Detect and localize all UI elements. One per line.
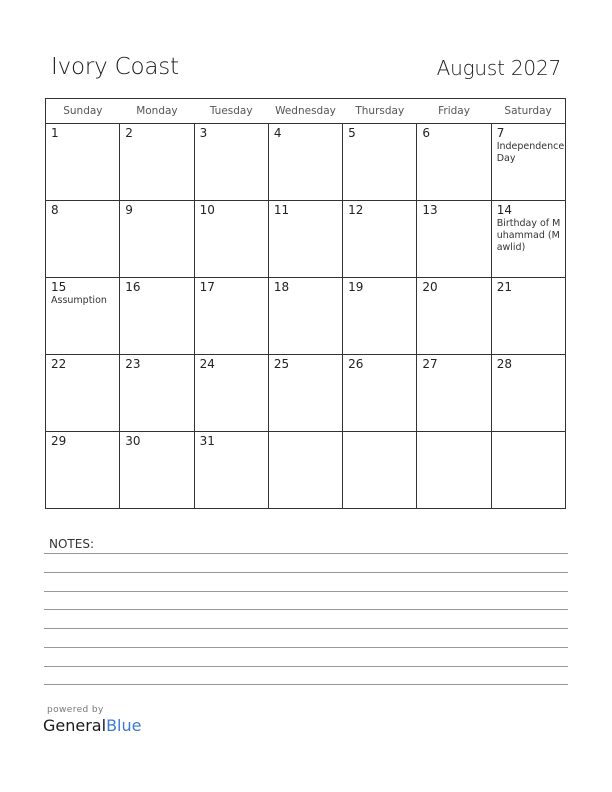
weekday-thursday: Thursday [343,99,417,124]
day-number: 11 [273,203,290,217]
day-number: 9 [125,203,133,217]
day-cell [46,432,120,509]
note-line [44,553,568,554]
note-line [44,609,568,610]
weekday-friday: Friday [417,99,491,124]
day-cell [417,201,491,278]
empty-day-cell [417,432,491,509]
day-number: 28 [496,357,512,371]
holiday-label: Assumption [51,295,107,306]
day-cell [491,355,565,432]
note-line [44,647,568,648]
note-line [44,684,568,685]
day-number: 6 [422,126,431,140]
day-number: 20 [422,280,438,294]
note-line [44,628,568,629]
calendar-grid [45,98,566,509]
weekday-header-row [46,99,566,124]
day-number: 17 [199,280,215,294]
day-cell [343,201,417,278]
day-cell [417,124,491,201]
weekday-tuesday: Tuesday [194,99,268,124]
day-cell [491,124,565,201]
day-cell [194,278,268,355]
day-cell [46,278,120,355]
day-cell [491,278,565,355]
day-cell [120,355,194,432]
day-number: 10 [199,203,215,217]
day-number: 3 [199,126,208,140]
weekday-sunday: Sunday [46,99,120,124]
day-number: 1 [51,126,59,140]
holiday-label: Birthday of Muhammad (Mawlid) [496,218,561,253]
day-cell [46,124,120,201]
day-cell [268,201,342,278]
holiday-label: Independence Day [496,141,565,164]
day-number: 30 [125,434,141,448]
day-number: 18 [273,280,290,294]
day-number: 29 [51,434,67,448]
day-cell [120,201,194,278]
note-line [44,591,568,592]
week-row [46,278,566,355]
day-cell [194,201,268,278]
day-cell [120,124,194,201]
notes-label: NOTES: [49,537,94,551]
day-cell [120,432,194,509]
day-number: 8 [51,203,59,217]
brand-blue: Blue [106,716,142,735]
day-number: 27 [422,357,438,371]
day-number: 22 [51,357,67,371]
day-cell [46,201,120,278]
week-row [46,355,566,432]
note-line [44,572,568,573]
day-number: 13 [422,203,438,217]
day-cell [194,124,268,201]
day-number: 26 [348,357,364,371]
day-cell [268,278,342,355]
note-line [44,666,568,667]
day-cell [343,124,417,201]
day-cell [120,278,194,355]
day-cell [343,278,417,355]
day-cell [268,355,342,432]
day-number: 19 [348,280,364,294]
day-cell [417,278,491,355]
day-cell [46,355,120,432]
empty-day-cell [343,432,417,509]
day-number: 16 [125,280,141,294]
day-number: 5 [348,126,356,140]
generalblue-logo [43,716,141,735]
weekday-saturday: Saturday [491,99,565,124]
weekday-monday: Monday [120,99,194,124]
day-number: 4 [273,126,282,140]
day-number: 7 [496,126,505,140]
day-number: 23 [125,357,141,371]
day-number: 31 [199,434,215,448]
week-row [46,124,566,201]
month-year-title: August 2027 [436,56,561,80]
empty-day-cell [268,432,342,509]
week-row [46,432,566,509]
day-number: 21 [496,280,512,294]
day-number: 15 [51,280,67,294]
day-number: 25 [273,357,290,371]
day-cell [417,355,491,432]
day-cell [194,355,268,432]
powered-by-text: powered by [47,705,104,715]
day-cell [491,201,565,278]
day-number: 24 [199,357,215,371]
weekday-wednesday: Wednesday [268,99,342,124]
day-number: 12 [348,203,364,217]
country-title: Ivory Coast [51,54,179,80]
day-number: 14 [496,203,512,217]
day-cell [194,432,268,509]
empty-day-cell [491,432,565,509]
day-cell [268,124,342,201]
day-cell [343,355,417,432]
week-row [46,201,566,278]
day-number: 2 [125,126,133,140]
brand-general: General [43,716,107,735]
